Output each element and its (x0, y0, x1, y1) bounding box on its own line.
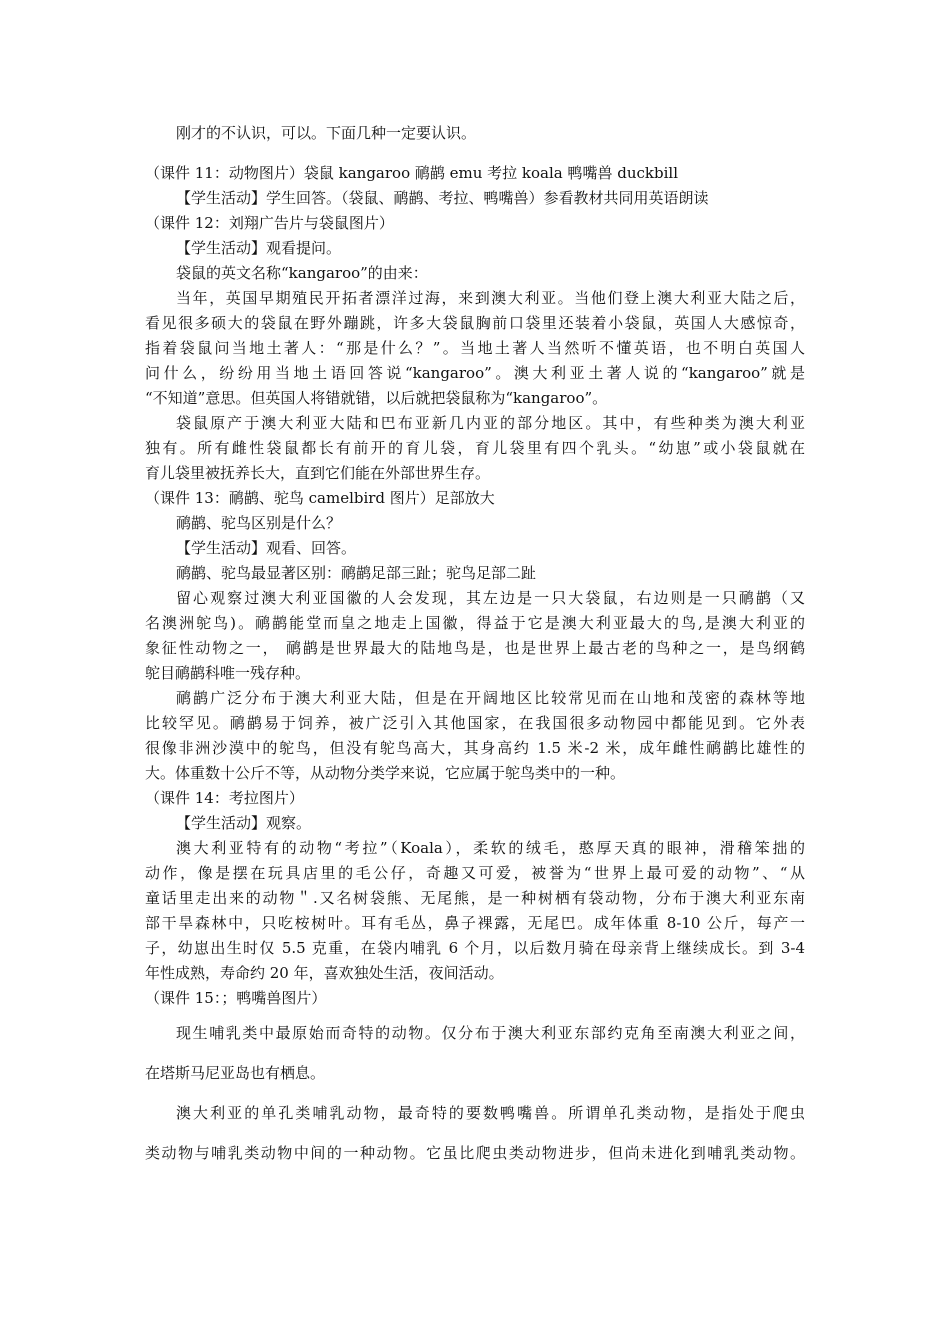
text-line: 刚才的不认识，可以。下面几种一定要认识。 (176, 124, 477, 142)
text-line: 育儿袋里被抚养长大，直到它们能在外部世界生存。 (145, 464, 491, 482)
activity-line: 【学生活动】观看、回答。 (176, 539, 357, 557)
text-line: 鸵目鸸鹋科唯一残存种。 (145, 664, 311, 682)
text-line: 子，幼崽出生时仅 5.5 克重，在袋内哺乳 6 个月，以后数月骑在母亲背上继续成长。到 3-4 (145, 939, 805, 957)
text-line: 象征性动物之一， 鸸鹋是世界最大的陆地鸟是，也是世界上最古老的鸟种之一，是鸟纲鹤 (145, 639, 805, 657)
text-line: 鸸鹋广泛分布于澳大利亚大陆，但是在开阔地区比较常见而在山地和茂密的森林等地 (176, 689, 805, 707)
text-line: 动作，像是摆在玩具店里的毛公仔，奇趣又可爱，被誉为“世界上最可爱的动物”、“从 (145, 864, 805, 882)
text-line: 类动物与哺乳类动物中间的一种动物。它虽比爬虫类动物进步，但尚未进化到哺乳类动物。 (145, 1144, 805, 1162)
courseware-line: （课件 15：；鸭嘴兽图片） (145, 989, 327, 1007)
courseware-line: （课件 11：动物图片）袋鼠 kangaroo 鸸鹋 emu 考拉 koala 鸭嘴兽 duckbill (145, 164, 679, 182)
text-line: 鸸鹋、驼鸟区别是什么？ (176, 514, 342, 532)
text-line: 鸸鹋、驼鸟最显著区别：鸸鹋足部三趾；驼鸟足部二趾 (176, 564, 537, 582)
courseware-line: （课件 13：鸸鹋、驼鸟 camelbird 图片）足部放大 (145, 489, 495, 507)
text-line: 留心观察过澳大利亚国徽的人会发现，其左边是一只大袋鼠，右边则是一只鸸鹋（又 (176, 589, 805, 607)
text-line: 问什么，纷纷用当地土语回答说“kangaroo”。澳大利亚土著人说的“kangaroo”就是 (145, 364, 805, 382)
courseware-line: （课件 12：刘翔广告片与袋鼠图片） (145, 214, 394, 232)
text-line: 在塔斯马尼亚岛也有栖息。 (145, 1064, 326, 1082)
text-line: 部干旱森林中，只吃桉树叶。耳有毛丛，鼻子裸露，无尾巴。成年体重 8-10 公斤，每产一 (145, 914, 805, 932)
courseware-line: （课件 14：考拉图片） (145, 789, 304, 807)
activity-line: 【学生活动】观察。 (176, 814, 312, 832)
text-line: 看见很多硕大的袋鼠在野外蹦跳，许多大袋鼠胸前口袋里还装着小袋鼠，英国人大感惊奇， (145, 314, 805, 332)
text-line: 澳大利亚的单孔类哺乳动物，最奇特的要数鸭嘴兽。所谓单孔类动物，是指处于爬虫 (176, 1104, 805, 1122)
activity-line: 【学生活动】学生回答。（袋鼠、鸸鹋、考拉、鸭嘴兽）参看教材共同用英语朗读 (176, 189, 709, 207)
text-line: 名澳洲鸵鸟)。鸸鹋能堂而皇之地走上国徽，得益于它是澳大利亚最大的鸟,是澳大利亚的 (145, 614, 805, 632)
text-line: 独有。所有雌性袋鼠都长有前开的育儿袋，育儿袋里有四个乳头。“幼崽”或小袋鼠就在 (145, 439, 805, 457)
activity-line: 【学生活动】观看提问。 (176, 239, 342, 257)
text-line: 年性成熟，寿命约 20 年，喜欢独处生活，夜间活动。 (145, 964, 504, 982)
text-line: 现生哺乳类中最原始而奇特的动物。仅分布于澳大利亚东部约克角至南澳大利亚之间， (176, 1024, 805, 1042)
text-line: 比较罕见。鸸鹋易于饲养，被广泛引入其他国家，在我国很多动物园中都能见到。它外表 (145, 714, 805, 732)
text-line: 澳大利亚特有的动物“考拉”（Koala），柔软的绒毛，憨厚天真的眼神，滑稽笨拙的 (176, 839, 805, 857)
text-line: 袋鼠的英文名称“kangaroo”的由来： (176, 264, 428, 282)
text-line: 很像非洲沙漠中的鸵鸟，但没有鸵鸟高大，其身高约 1.5 米-2 米，成年雌性鸸鹋比雄性的 (145, 739, 805, 757)
text-line: 袋鼠原产于澳大利亚大陆和巴布亚新几内亚的部分地区。其中，有些种类为澳大利亚 (176, 414, 805, 432)
text-line: 当年，英国早期殖民开拓者漂洋过海，来到澳大利亚。当他们登上澳大利亚大陆之后， (176, 289, 805, 307)
text-line: 指着袋鼠问当地土著人：“那是什么？”。当地土著人当然听不懂英语，也不明白英国人 (145, 339, 805, 357)
text-line: 大。体重数十公斤不等，从动物分类学来说，它应属于鸵鸟类中的一种。 (145, 764, 626, 782)
text-line: “不知道”意思。但英国人将错就错，以后就把袋鼠称为“kangaroo”。 (145, 389, 608, 407)
text-line: 童话里走出来的动物＂.又名树袋熊、无尾熊，是一种树栖有袋动物，分布于澳大利亚东南 (145, 889, 805, 907)
